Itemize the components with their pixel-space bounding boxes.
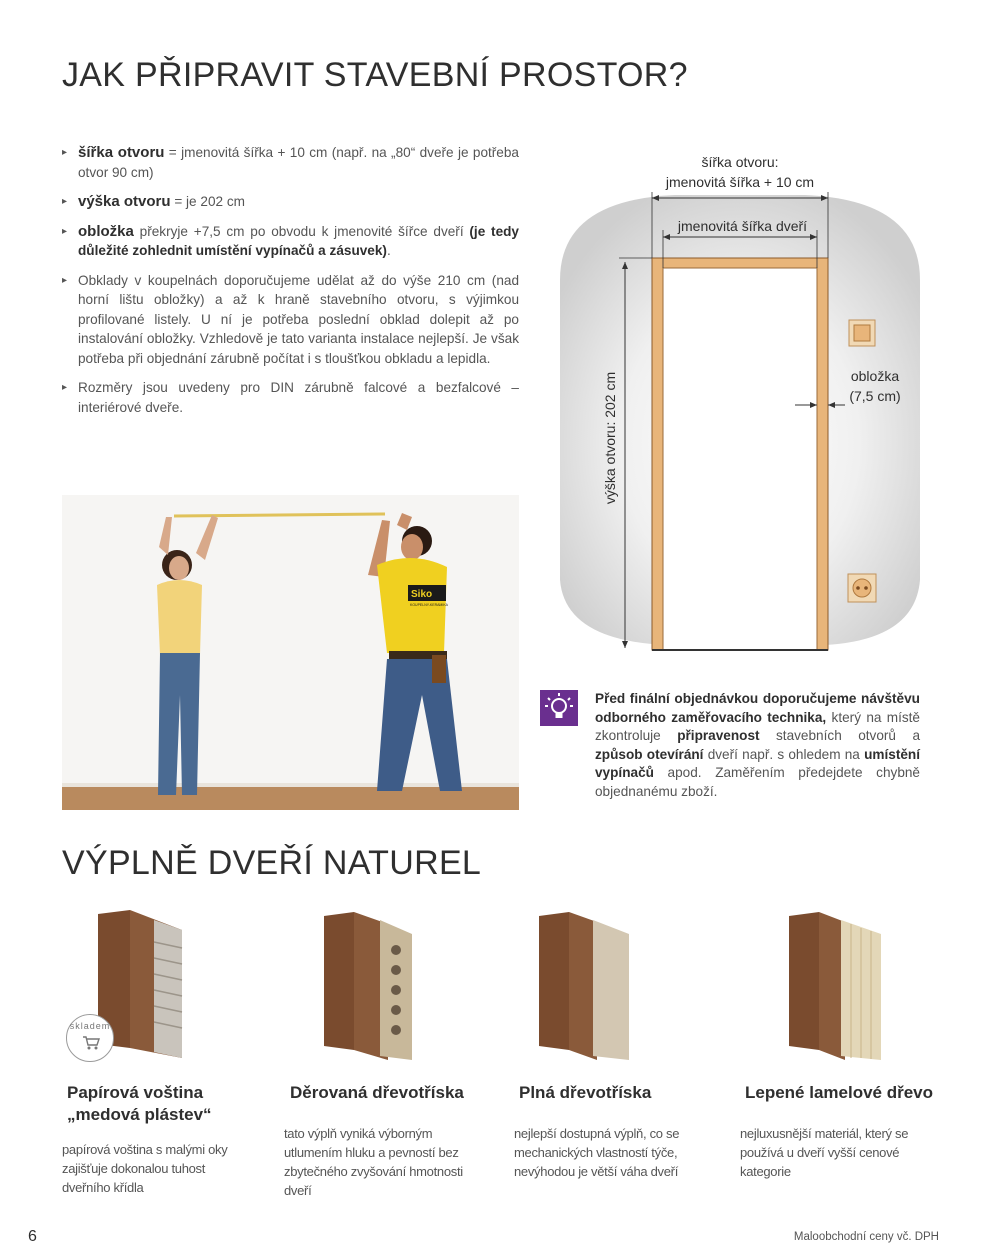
lightbulb-icon <box>540 690 578 726</box>
price-note: Maloobchodní ceny vč. DPH <box>793 1231 939 1243</box>
list-item: ▸ Obklady v koupelnách doporučujeme udělat až do výše 210 cm (nad horní lištu obložky) a až k hraně stavebního otvoru, s výjimkou profilované listely. U ní je potřeba poslední obklad dolepit až po instalování obložky. Vzhledově je tato varianta instalace nejlepší. Je však potřeba při objednání zárubně počítat i s tloušťkou obkladu a lepidla. <box>62 271 519 369</box>
product-title: Děrovaná dřevotříska <box>290 1083 464 1102</box>
product-image-perforated <box>320 910 420 1060</box>
measurement-tip: Před finální objednávkou doporučujeme návštěvu odborného zaměřovacího technika, který na místě zkontroluje připravenost stavebních otvorů a způsob otevírání dveří např. s ohledem na umístění vypínačů apod. Zaměřením předejdete chybně objednanému zboží. <box>595 691 921 799</box>
product-description: nejlepší dostupná výplň, co se mechanických vlastností týče, nevýhodou je větší váha dveří <box>514 1126 680 1179</box>
shirt-logo: Siko <box>411 589 433 600</box>
page-title: JAK PŘIPRAVIT STAVEBNÍ PROSTOR? <box>62 56 688 94</box>
height-label: výška otvoru: 202 cm <box>602 371 618 505</box>
product-description: tato výplň vyniká výborným utlumením hluku a pevností bez zbytečného zvyšování hmotnosti dveří <box>284 1126 463 1198</box>
product-description: nejluxusnější materiál, který se používá u dveří vyšší cenové kategorie <box>740 1126 909 1179</box>
list-item: ▸ Rozměry jsou uvedeny pro DIN zárubně falcové a bezfalcové – interiérové dveře. <box>62 378 519 417</box>
product-title: Plná dřevotříska <box>519 1083 652 1102</box>
section-title: VÝPLNĚ DVEŘÍ NATUREL <box>62 844 482 882</box>
shirt-logo-sub: KOUPELNY-KERAMIKA <box>410 603 448 607</box>
product-title: Lepené lamelové dřevo <box>745 1083 934 1102</box>
product-image-solid-chipboard <box>535 910 635 1060</box>
instructions-list <box>62 143 519 427</box>
stock-badge <box>66 1014 114 1062</box>
measuring-photo <box>62 495 519 810</box>
cart-icon <box>82 1035 100 1051</box>
opening-width-label: šířka otvoru: jmenovitá šířka + 10 cm <box>665 154 815 190</box>
nominal-width-label: jmenovitá šířka dveří <box>677 218 808 234</box>
product-title: Papírová voština „medová plástev“ <box>67 1083 212 1124</box>
list-item: ▸ obložka překryje +7,5 cm po obvodu k jmenovité šířce dveří (je tedy důležité zohlednit umístění vypínačů a zásuvek). <box>62 222 519 261</box>
page-number: 6 <box>28 1228 37 1245</box>
stock-badge-label: skladem <box>69 1021 111 1031</box>
list-item: ▸ výška otvoru = je 202 cm <box>62 192 519 212</box>
product-image-laminated-wood <box>785 910 885 1060</box>
product-description: papírová voština s malými oky zajišťuje dokonalou tuhost dveřního křídla <box>62 1142 228 1195</box>
list-item: ▸ šířka otvoru = jmenovitá šířka + 10 cm (např. na „80“ dveře je potřeba otvor 90 cm) <box>62 143 519 182</box>
casing-label: obložka (7,5 cm) <box>849 368 901 404</box>
